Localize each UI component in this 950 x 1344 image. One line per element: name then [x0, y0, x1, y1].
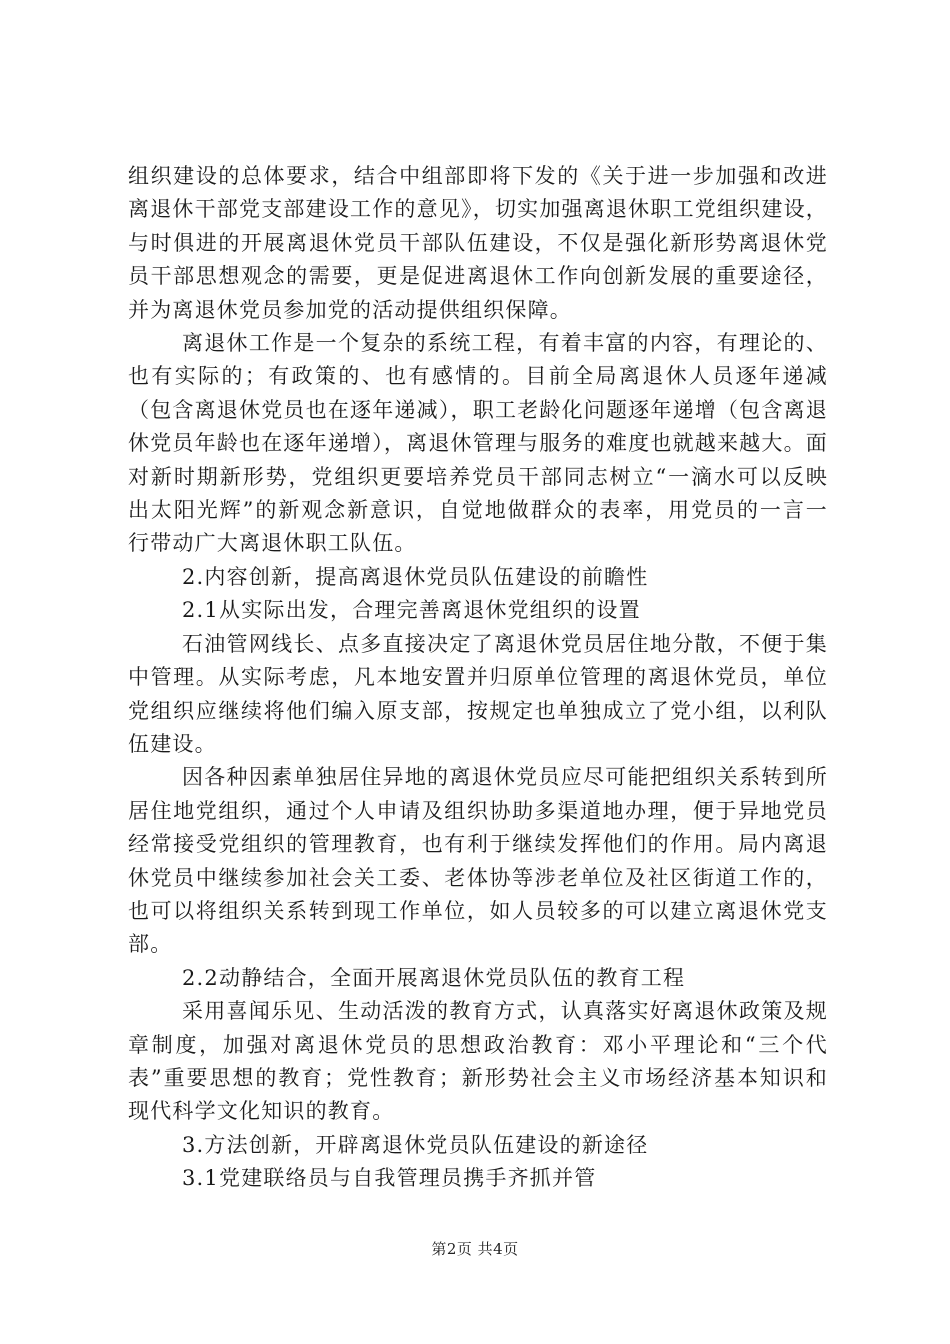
subsection-heading: 2.1从实际出发，合理完善离退休党组织的设置 — [182, 598, 641, 623]
paragraph: 石油管网线长、点多直接决定了离退休党员居住地分散，不便于集中管理。从实际考虑，凡本地安置并归原单位管理的离退休党员，单位党组织应继续将他们编入原支部，按规定也单独成立了党小组，以利队伍建设。 — [128, 631, 828, 756]
section-heading: 3.方法创新，开辟离退休党员队伍建设的新途径 — [182, 1132, 649, 1157]
subsection-heading: 3.1党建联络员与自我管理员携手齐抓并管 — [182, 1166, 597, 1191]
subsection-heading: 2.2动静结合，全面开展离退休党员队伍的教育工程 — [182, 965, 686, 990]
document-body — [128, 160, 828, 1196]
paragraph: 因各种因素单独居住异地的离退休党员应尽可能把组织关系转到所居住地党组织，通过个人申请及组织协助多渠道地办理，便于异地党员经常接受党组织的管理教育，也有利于继续发挥他们的作用。局内离退休党员中继续参加社会关工委、老体协等涉老单位及社区街道工作的，也可以将组织关系转到现工作单位，如人员较多的可以建立离退休党支部。 — [128, 765, 828, 957]
section-heading: 2.内容创新，提高离退休党员队伍建设的前瞻性 — [182, 564, 649, 589]
page-number-label: 第2页 共4页 — [431, 1240, 519, 1258]
page-footer — [0, 1238, 950, 1259]
paragraph: 离退休工作是一个复杂的系统工程，有着丰富的内容，有理论的、也有实际的；有政策的、也有感情的。目前全局离退休人员逐年递减（包含离退休党员也在逐年递减），职工老龄化问题逐年递增（包含离退休党员年龄也在逐年递增），离退休管理与服务的难度也就越来越大。面对新时期新形势，党组织更要培养党员干部同志树立“一滴水可以反映出太阳光辉”的新观念新意识，自觉地做群众的表率，用党员的一言一行带动广大离退休职工队伍。 — [128, 331, 828, 556]
paragraph: 采用喜闻乐见、生动活泼的教育方式，认真落实好离退休政策及规章制度，加强对离退休党员的思想政治教育：邓小平理论和“三个代表”重要思想的教育；党性教育；新形势社会主义市场经济基本知识和现代科学文化知识的教育。 — [128, 999, 828, 1124]
paragraph: 组织建设的总体要求，结合中组部即将下发的《关于进一步加强和改进离退休干部党支部建设工作的意见》，切实加强离退休职工党组织建设，与时俱进的开展离退休党员干部队伍建设，不仅是强化新形势离退休党员干部思想观念的需要，更是促进离退休工作向创新发展的重要途径，并为离退休党员参加党的活动提供组织保障。 — [128, 164, 828, 322]
